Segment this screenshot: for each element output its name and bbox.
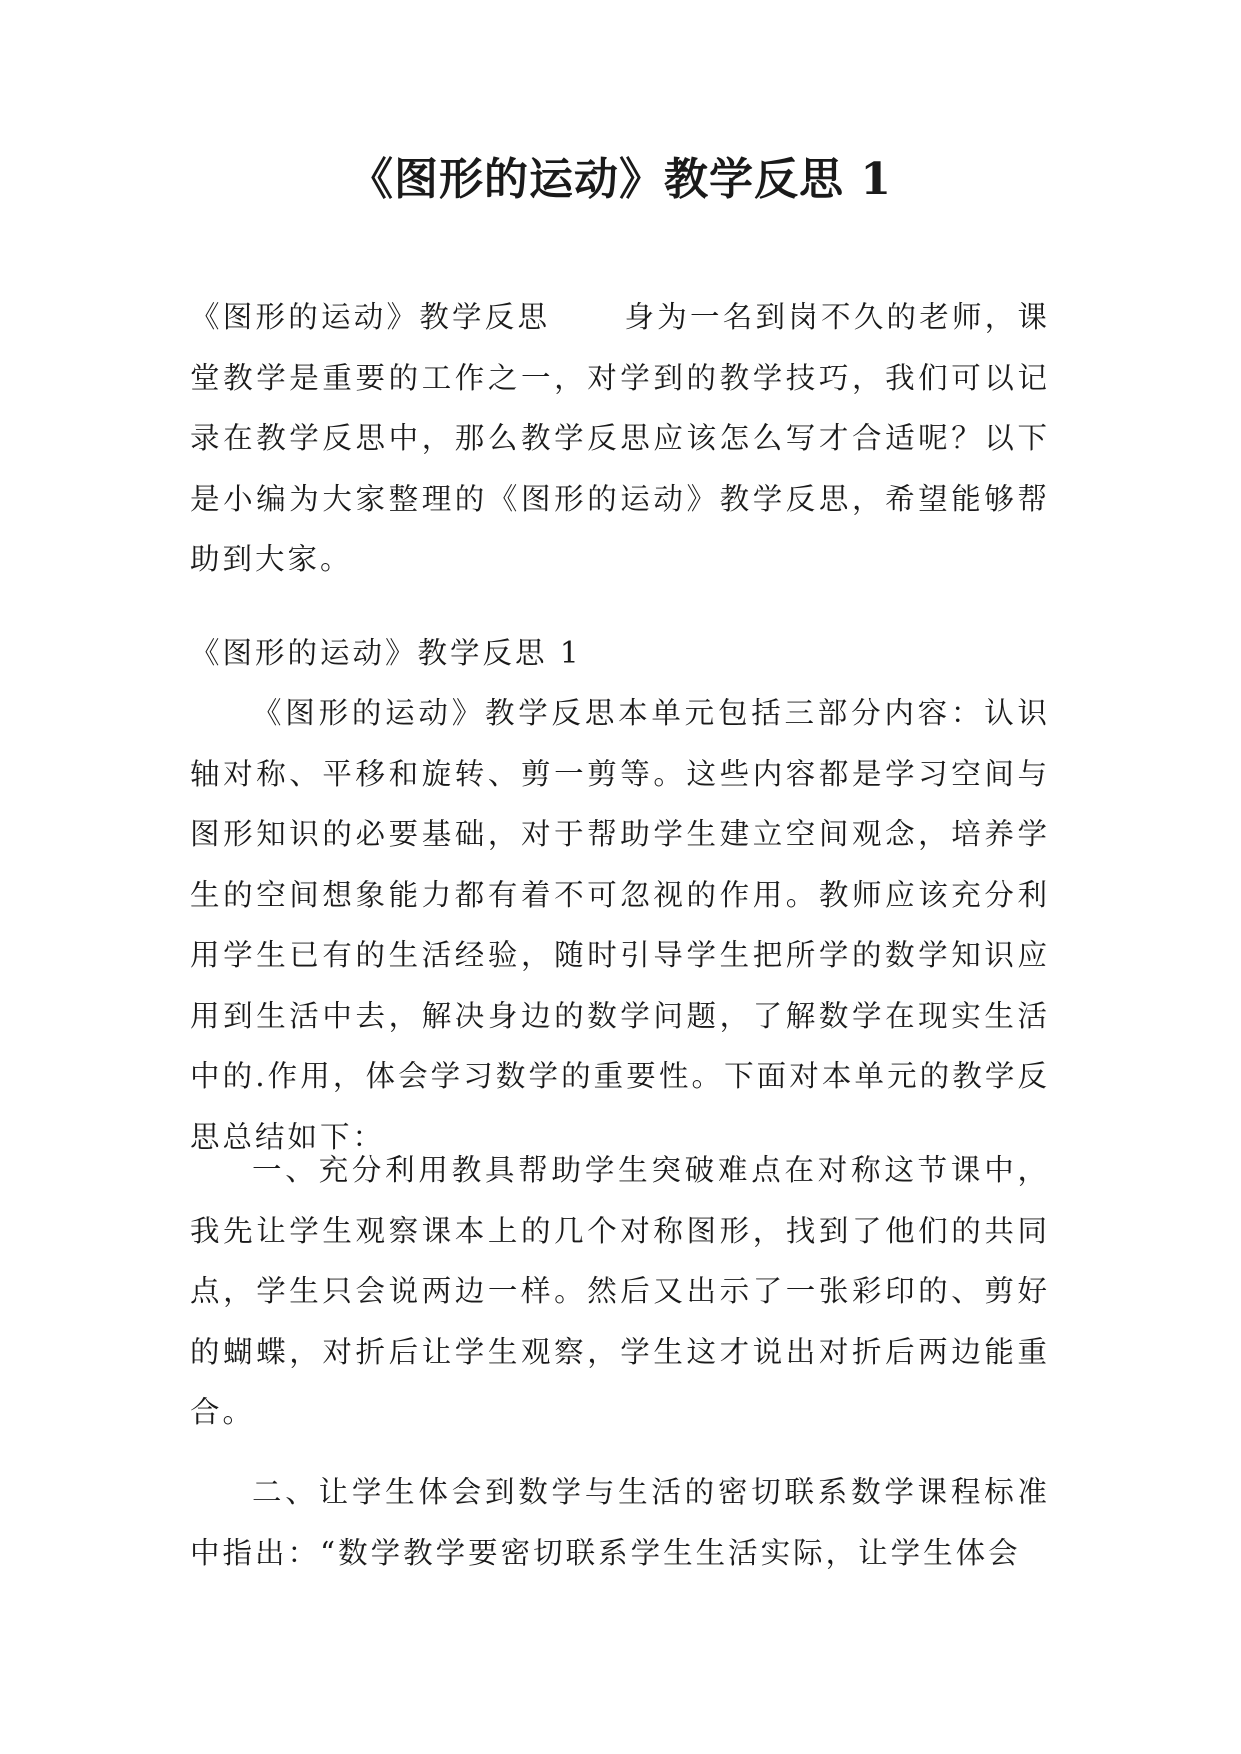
section-heading: 《图形的运动》教学反思 1 (190, 636, 582, 670)
intro-lead: 《图形的运动》教学反思 (190, 300, 551, 334)
document-title: 《图形的运动》教学反思 1 (349, 154, 892, 205)
intro-paragraph (190, 287, 1050, 590)
intro-text: 身为一名到岗不久的老师，课堂教学是重要的工作之一，对学到的教学技巧，我们可以记录在教学反思中，那么教学反思应该怎么写才合适呢？以下是小编为大家整理的《图形的运动》教学反思，希望能够帮助到大家。 (190, 300, 1050, 576)
body-paragraph-2: 一、充分利用教具帮助学生突破难点在对称这节课中，我先让学生观察课本上的几个对称图形，找到了他们的共同点，学生只会说两边一样。然后又出示了一张彩印的、剪好的蝴蝶，对折后让学生观察，学生这才说出对折后两边能重合。 (190, 1153, 1050, 1429)
body-paragraph-3: 二、让学生体会到数学与生活的密切联系数学课程标准中指出：“数学教学要密切联系学生生活实际，让学生体会 (190, 1475, 1050, 1570)
body-paragraph-1: 《图形的运动》教学反思本单元包括三部分内容：认识轴对称、平移和旋转、剪一剪等。这些内容都是学习空间与图形知识的必要基础，对于帮助学生建立空间观念，培养学生的空间想象能力都有着不可忽视的作用。教师应该充分利用学生已有的生活经验，随时引导学生把所学的数学知识应用到生活中去，解决身边的数学问题，了解数学在现实生活中的.作用，体会学习数学的重要性。下面对本单元的教学反思总结如下： (190, 696, 1050, 1154)
